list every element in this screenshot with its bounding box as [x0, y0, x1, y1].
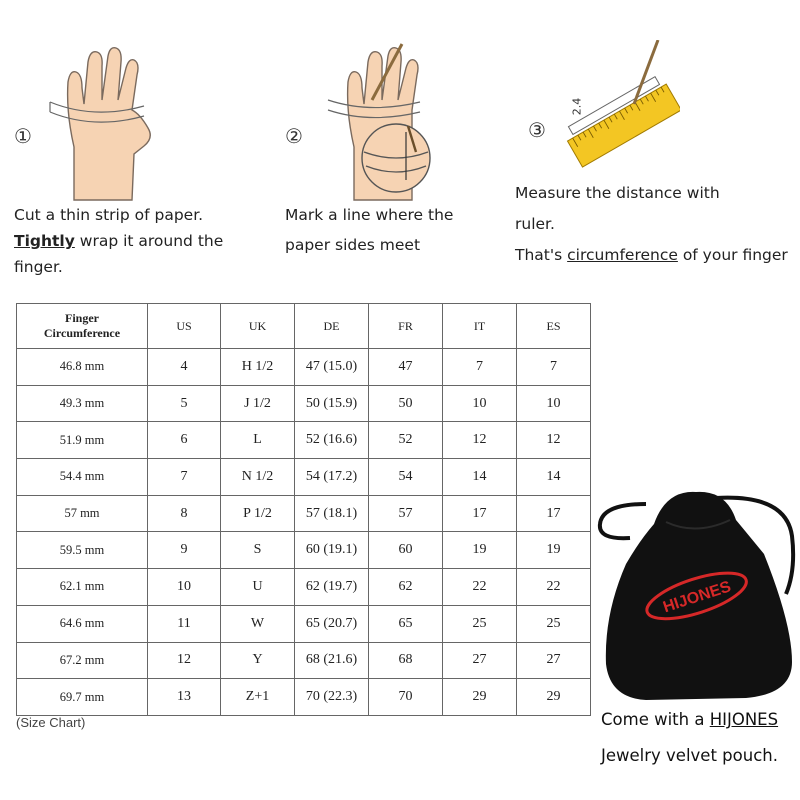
step-1-line-2-rest: wrap it around the	[74, 232, 224, 250]
table-cell: 7	[443, 349, 517, 386]
header-es: ES	[517, 304, 591, 349]
table-cell: 12	[443, 422, 517, 459]
table-header-row	[17, 304, 591, 349]
step-1-line-2	[14, 228, 254, 254]
ring-size-table	[16, 303, 591, 716]
table-cell: 25	[443, 605, 517, 642]
table-cell: 27	[517, 642, 591, 679]
step-3-line-3-suffix: of your finger	[677, 246, 788, 264]
table-cell: 25	[517, 605, 591, 642]
table-row	[17, 459, 591, 496]
table-cell: 10	[517, 385, 591, 422]
step-3-number: ③	[528, 118, 546, 142]
step-2-text	[285, 202, 485, 258]
header-it: IT	[443, 304, 517, 349]
table-cell: 27	[443, 642, 517, 679]
header-circumference-line: Circumference	[43, 326, 121, 340]
table-cell: 46.8 mm	[17, 349, 148, 386]
table-cell: Y	[221, 642, 295, 679]
header-uk: UK	[221, 304, 295, 349]
table-cell: 68 (21.6)	[295, 642, 369, 679]
table-cell: 17	[517, 495, 591, 532]
table-cell: W	[221, 605, 295, 642]
table-cell: 6	[148, 422, 221, 459]
table-cell: 17	[443, 495, 517, 532]
table-cell: 64.6 mm	[17, 605, 148, 642]
table-cell: 67.2 mm	[17, 642, 148, 679]
hand-with-paper-strip-illustration	[44, 42, 166, 202]
table-cell: 14	[443, 459, 517, 496]
table-cell: 29	[443, 679, 517, 716]
table-cell: 69.7 mm	[17, 679, 148, 716]
table-cell: 52	[369, 422, 443, 459]
table-cell: 50	[369, 385, 443, 422]
circumference-term: circumference	[567, 246, 678, 264]
table-cell: 22	[517, 569, 591, 606]
step-3-line-3	[515, 240, 800, 271]
header-finger-line: Finger	[65, 311, 99, 325]
table-cell: 5	[148, 385, 221, 422]
table-cell: 12	[148, 642, 221, 679]
ruler-measuring-illustration	[560, 40, 680, 170]
table-cell: N 1/2	[221, 459, 295, 496]
table-cell: 54	[369, 459, 443, 496]
velvet-pouch-image	[596, 484, 800, 702]
table-cell: 62	[369, 569, 443, 606]
table-cell: 54 (17.2)	[295, 459, 369, 496]
table-cell: 65	[369, 605, 443, 642]
table-cell: 52 (16.6)	[295, 422, 369, 459]
table-cell: P 1/2	[221, 495, 295, 532]
table-cell: 70 (22.3)	[295, 679, 369, 716]
step-3-line-2: ruler.	[515, 215, 555, 233]
table-row	[17, 422, 591, 459]
table-cell: 29	[517, 679, 591, 716]
table-cell: 19	[443, 532, 517, 569]
step-2-line-2: paper sides meet	[285, 236, 421, 254]
table-cell: 11	[148, 605, 221, 642]
table-cell: J 1/2	[221, 385, 295, 422]
table-cell: 57 (18.1)	[295, 495, 369, 532]
header-us: US	[148, 304, 221, 349]
table-cell: 4	[148, 349, 221, 386]
table-cell: 13	[148, 679, 221, 716]
table-cell: 62.1 mm	[17, 569, 148, 606]
step-2-number: ②	[285, 124, 303, 148]
pouch-line-1-prefix: Come with a	[601, 710, 710, 729]
table-cell: S	[221, 532, 295, 569]
step-2-line-1: Mark a line where the	[285, 206, 454, 224]
pouch-brand-name: HIJONES	[709, 710, 779, 729]
table-row	[17, 385, 591, 422]
table-cell: Z+1	[221, 679, 295, 716]
table-cell: 54.4 mm	[17, 459, 148, 496]
pouch-line-2: Jewelry velvet pouch.	[601, 746, 778, 765]
table-cell: 19	[517, 532, 591, 569]
table-cell: 50 (15.9)	[295, 385, 369, 422]
table-cell: 51.9 mm	[17, 422, 148, 459]
table-row	[17, 569, 591, 606]
table-row	[17, 495, 591, 532]
step-1-text	[14, 202, 254, 280]
table-cell: 60	[369, 532, 443, 569]
step-1-line-3: finger.	[14, 258, 63, 276]
hand-marking-paper-illustration	[320, 40, 450, 202]
table-cell: H 1/2	[221, 349, 295, 386]
table-cell: 57 mm	[17, 495, 148, 532]
table-cell: 57	[369, 495, 443, 532]
ruler-measure-label: 2.4	[570, 97, 584, 116]
table-cell: 65 (20.7)	[295, 605, 369, 642]
tightly-emphasis: Tightly	[14, 232, 75, 250]
table-cell: 60 (19.1)	[295, 532, 369, 569]
table-cell: 62 (19.7)	[295, 569, 369, 606]
pouch-drawstring	[600, 504, 646, 538]
table-cell: 14	[517, 459, 591, 496]
table-row	[17, 532, 591, 569]
step-1-line-1: Cut a thin strip of paper.	[14, 206, 204, 224]
step-3-line-1: Measure the distance with	[515, 184, 720, 202]
table-row	[17, 642, 591, 679]
table-cell: 9	[148, 532, 221, 569]
table-cell: 47	[369, 349, 443, 386]
header-de: DE	[295, 304, 369, 349]
step-3-line-3-prefix: That's	[515, 246, 568, 264]
table-body	[17, 349, 591, 716]
table-cell: 12	[517, 422, 591, 459]
table-cell: 22	[443, 569, 517, 606]
table-cell: U	[221, 569, 295, 606]
table-cell: 10	[148, 569, 221, 606]
size-chart-caption: (Size Chart)	[16, 715, 86, 730]
table-cell: 47 (15.0)	[295, 349, 369, 386]
pouch-line-1	[601, 710, 778, 729]
pouch-logo-text: HIJONES	[661, 578, 734, 617]
table-row	[17, 349, 591, 386]
table-cell: 49.3 mm	[17, 385, 148, 422]
table-cell: 68	[369, 642, 443, 679]
table-cell: 70	[369, 679, 443, 716]
step-3-text	[515, 178, 800, 271]
table-cell: 10	[443, 385, 517, 422]
step-1-number: ①	[14, 124, 32, 148]
table-row	[17, 679, 591, 716]
table-cell: 7	[517, 349, 591, 386]
header-fr: FR	[369, 304, 443, 349]
table-cell: 59.5 mm	[17, 532, 148, 569]
table-cell: 8	[148, 495, 221, 532]
table-cell: 7	[148, 459, 221, 496]
table-cell: L	[221, 422, 295, 459]
header-finger-circumference	[17, 304, 148, 349]
table-row	[17, 605, 591, 642]
